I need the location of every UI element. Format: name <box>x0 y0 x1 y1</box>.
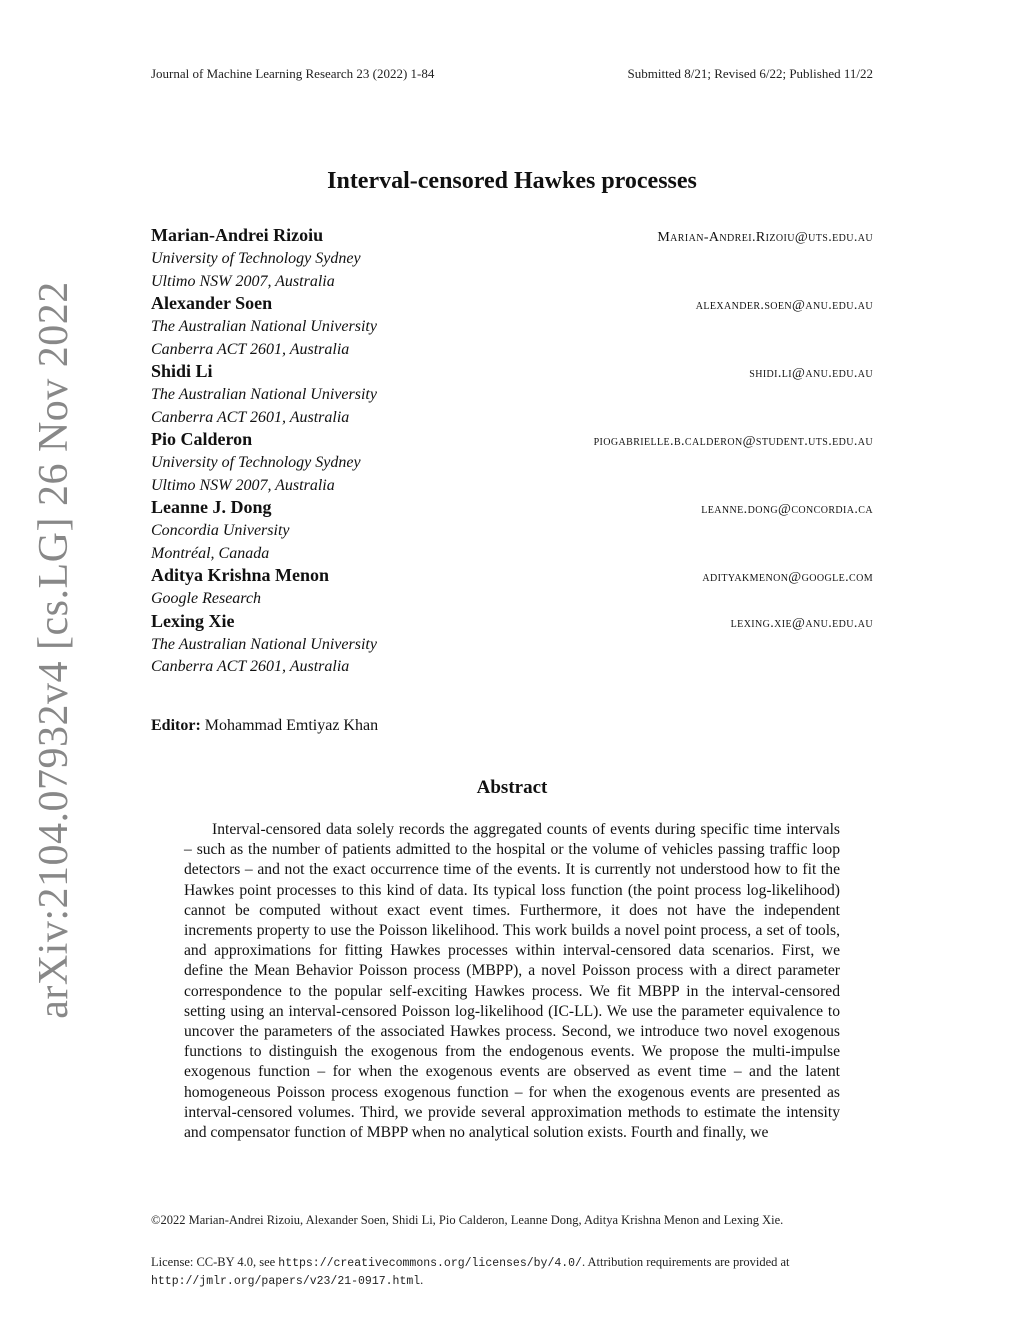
author-affiliation: Concordia University <box>151 522 290 539</box>
author-name: Shidi Li <box>151 361 213 381</box>
author-email[interactable]: shidi.li@anu.edu.au <box>749 366 873 381</box>
author-affiliation: University of Technology Sydney <box>151 454 361 471</box>
author-address: Montréal, Canada <box>151 544 270 562</box>
author-name: Pio Calderon <box>151 429 253 449</box>
author-address: Canberra ACT 2601, Australia <box>151 340 350 358</box>
license-end: . <box>420 1273 424 1287</box>
author-affiliation: The Australian National University <box>151 386 377 403</box>
author-email[interactable]: alexander.soen@anu.edu.au <box>695 298 873 313</box>
license-mid: . Attribution requirements are provided at <box>581 1255 790 1269</box>
author-email[interactable]: lexing.xie@anu.edu.au <box>730 615 873 631</box>
paper-title: Interval-censored Hawkes processes <box>327 168 697 194</box>
attribution-link[interactable]: http://jmlr.org/papers/v23/21-0917.html <box>151 1275 421 1288</box>
editor-label: Editor: <box>151 717 201 734</box>
license-link[interactable]: https://creativecommons.org/licenses/by/4.0/ <box>278 1257 582 1270</box>
author-email[interactable]: adityakmenon@google.com <box>702 570 873 585</box>
author-email[interactable]: piogabrielle.b.calderon@student.uts.edu.au <box>593 434 873 449</box>
author-name: Leanne J. Dong <box>151 497 272 517</box>
abstract-heading: Abstract <box>476 777 548 798</box>
author-address: Ultimo NSW 2007, Australia <box>151 476 335 494</box>
author-address: Canberra ACT 2601, Australia <box>151 408 350 426</box>
journal-header: Journal of Machine Learning Research 23 (2022) 1-84 <box>151 66 435 81</box>
license-prefix: License: CC-BY 4.0, see <box>151 1255 276 1269</box>
author-block <box>151 565 873 611</box>
author-block <box>151 429 873 497</box>
author-name: Alexander Soen <box>151 293 273 313</box>
license-notice <box>151 1254 873 1290</box>
author-name: Aditya Krishna Menon <box>151 565 330 585</box>
author-block <box>151 611 873 679</box>
author-block <box>151 361 873 429</box>
abstract-body: Interval-censored data solely records the aggregated counts of events during specific time intervals – such as the number of patients admitted to the hospital or the volume of vehicles passing traffic loop detectors – and not the exact occurrence time of the events. It is currently not understood how to fit the Hawkes point processes to this kind of data. Its typical loss function (the point process log-likelihood) cannot be computed without exact event times. Furthermore, it does not have the independent increments property to use the Poisson likelihood. This work builds a novel point process, a set of tools, and approximations for fitting Hawkes processes within interval-censored data scenarios. First, we define the Mean Behavior Poisson process (MBPP), a novel Poisson process with a direct parameter correspondence to the popular self-exciting Hawkes process. We fit MBPP in the interval-censored setting using an interval-censored Poisson log-likelihood (IC-LL). We use the parameter equivalence to uncover the parameters of the associated Hawkes process. Second, we introduce two novel exogenous functions to distinguish the exogenous from the endogenous events. We propose the multi-impulse exogenous function – for when the exogenous events are observed as event time – and the latent homogeneous Poisson process exogenous function – for when the exogenous events are presented as interval-censored volumes. Third, we provide several approximation methods to estimate the intensity and compensator function of MBPP when no analytical solution exists. Fourth and finally, we <box>184 821 840 1142</box>
author-block <box>151 497 873 565</box>
author-affiliation: The Australian National University <box>151 635 377 653</box>
author-affiliation: University of Technology Sydney <box>151 250 361 267</box>
author-address: Canberra ACT 2601, Australia <box>151 658 350 675</box>
copyright-notice: ©2022 Marian-Andrei Rizoiu, Alexander Soen, Shidi Li, Pio Calderon, Leanne Dong, Aditya Krishna Menon and Lexing Xie. <box>151 1213 784 1227</box>
author-email[interactable]: leanne.dong@concordia.ca <box>701 502 873 517</box>
author-name: Lexing Xie <box>151 610 235 631</box>
author-affiliation: Google Research <box>151 590 262 607</box>
author-block <box>151 225 873 293</box>
author-email[interactable]: Marian-Andrei.Rizoiu@uts.edu.au <box>657 230 873 245</box>
arxiv-stamp: arXiv:2104.07932v4 [cs.LG] 26 Nov 2022 <box>31 281 77 1019</box>
author-name: Marian-Andrei Rizoiu <box>151 225 324 245</box>
editor-line <box>151 717 378 735</box>
submission-dates: Submitted 8/21; Revised 6/22; Published 11/22 <box>627 66 873 81</box>
author-affiliation: The Australian National University <box>151 318 377 335</box>
author-block <box>151 293 873 361</box>
editor-name: Mohammad Emtiyaz Khan <box>204 717 379 734</box>
author-list <box>151 225 873 679</box>
author-address: Ultimo NSW 2007, Australia <box>151 272 335 290</box>
